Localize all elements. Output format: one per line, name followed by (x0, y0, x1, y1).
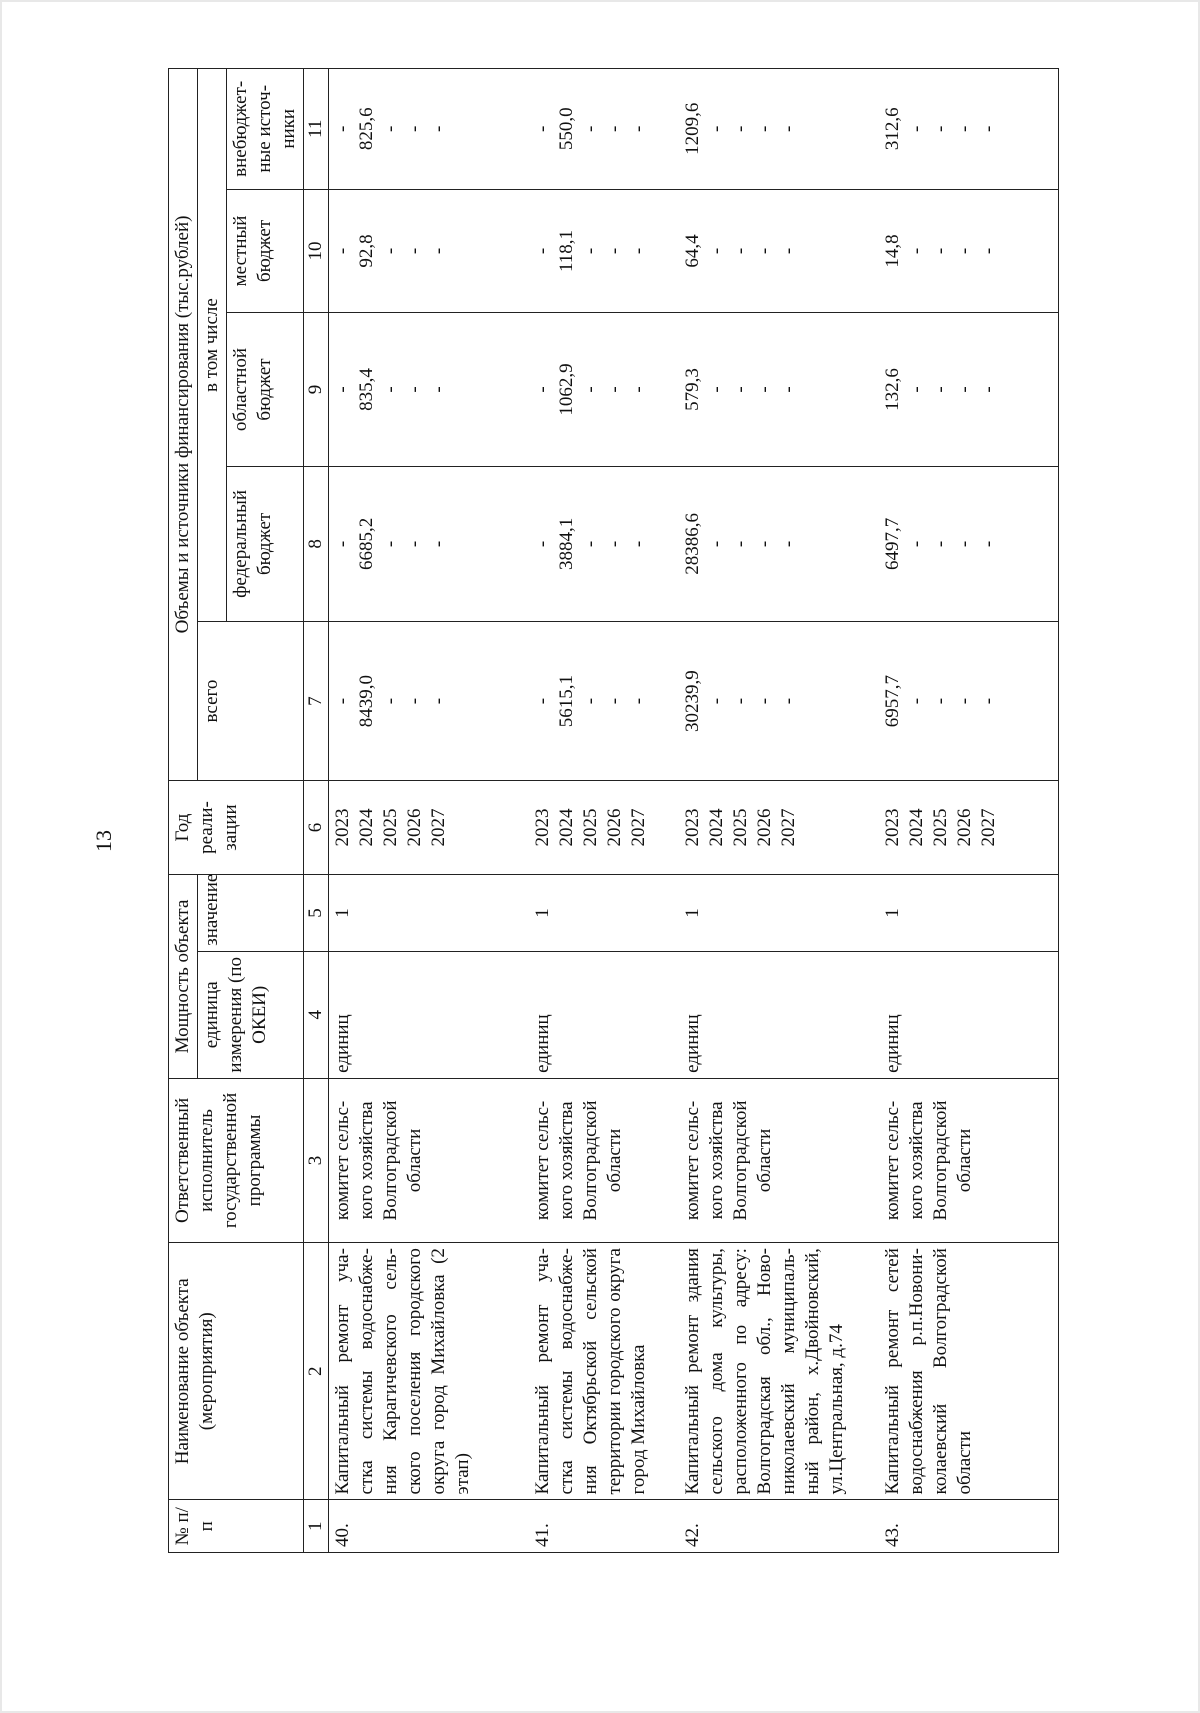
local-amount-value: 118,1 (555, 229, 577, 272)
local-amount-value: - (531, 247, 553, 255)
rotated-table-wrapper (168, 68, 1008, 1553)
total-amount (679, 622, 879, 781)
capacity-value: 1 (679, 875, 879, 952)
extra-budget-amount-value: - (929, 125, 951, 132)
col-index: 5 (304, 875, 329, 952)
table-row (329, 69, 529, 1553)
header-value: значение (198, 875, 304, 952)
local-amount-value: 92,8 (356, 234, 377, 268)
total-amount (879, 622, 1059, 781)
unit: единиц (679, 951, 879, 1078)
header-regional: областной бюджет (227, 313, 304, 466)
header-power: Мощность объекта (169, 875, 198, 1079)
local-amount-value: 64,4 (681, 234, 703, 268)
extra-budget-amount (529, 69, 679, 190)
year (529, 780, 679, 874)
financing-table (168, 68, 1059, 1553)
col-index: 9 (304, 313, 329, 466)
year (879, 780, 1059, 874)
header-finance: Объемы и источники финансирования (тыс.рублей) (169, 69, 198, 781)
capacity-value: 1 (529, 875, 679, 952)
local-amount-value: - (929, 247, 951, 255)
year-value: 2026 (404, 808, 425, 847)
total-amount-value: - (905, 697, 927, 705)
federal-amount-value: - (579, 540, 601, 548)
local-amount-value: - (905, 247, 927, 255)
federal-amount-value: - (905, 540, 927, 548)
col-index: 6 (304, 780, 329, 874)
local-amount-value: - (603, 247, 625, 255)
local-amount (879, 189, 1059, 313)
federal-amount-value: - (753, 540, 775, 548)
total-amount-value: - (404, 697, 425, 705)
table-row (529, 69, 679, 1553)
year-value: 2023 (531, 808, 553, 847)
total-amount-value: - (627, 697, 649, 705)
year-value: 2024 (905, 808, 927, 847)
local-amount-value: - (404, 247, 425, 255)
year-value: 2027 (627, 808, 649, 847)
total-amount-value: 5615,1 (555, 674, 577, 728)
unit: единиц (879, 951, 1059, 1078)
extra-budget-amount-value: - (579, 125, 601, 132)
header-including: в том числе (198, 69, 227, 622)
year-value: 2024 (356, 808, 377, 847)
local-amount-value: - (729, 247, 751, 255)
local-amount-value: - (953, 247, 975, 255)
regional-amount-value: - (905, 386, 927, 393)
regional-amount (879, 313, 1059, 466)
year-value: 2025 (729, 808, 751, 847)
year-value: 2025 (380, 808, 401, 847)
federal-amount-value: - (404, 540, 425, 548)
federal-amount-value: - (777, 540, 799, 548)
extra-budget-amount-value: 1209,6 (681, 102, 703, 155)
year-value: 2026 (603, 808, 625, 847)
extra-budget-amount-value: - (953, 125, 975, 132)
total-amount-value: - (777, 697, 799, 705)
col-index: 1 (304, 1500, 329, 1553)
extra-budget-amount-value: - (977, 125, 999, 132)
header-name: Наименование объекта (мероприятия) (169, 1243, 304, 1500)
federal-amount-value: 6497,7 (881, 517, 903, 571)
local-amount-value: 14,8 (881, 234, 903, 268)
object-name: Капитальный ремонт уча- стка системы водоснабже- ния Октябрьской сельской территории городского округа город Михайловка (529, 1243, 679, 1500)
total-amount-value: - (953, 697, 975, 705)
regional-amount-value: - (777, 386, 799, 393)
year-value: 2026 (953, 808, 975, 847)
executor: комитет сельс- кого хозяйства Волгоградской области (879, 1078, 1059, 1242)
local-amount (329, 189, 529, 313)
local-amount-value: - (977, 247, 999, 255)
total-amount-value: 6957,7 (881, 674, 903, 728)
col-index: 10 (304, 189, 329, 313)
capacity-value: 1 (329, 875, 529, 952)
regional-amount-value: - (603, 386, 625, 393)
federal-amount (329, 466, 529, 622)
local-amount (529, 189, 679, 313)
year-value: 2027 (777, 808, 799, 847)
year-value: 2026 (753, 808, 775, 847)
regional-amount-value: - (753, 386, 775, 393)
regional-amount-value: - (404, 386, 425, 393)
extra-budget-amount (329, 69, 529, 190)
year-value: 2025 (579, 808, 601, 847)
year (329, 780, 529, 874)
col-index: 7 (304, 622, 329, 781)
regional-amount-value: - (531, 386, 553, 393)
federal-amount-value: - (705, 540, 727, 548)
row-number: 41. (529, 1500, 679, 1553)
federal-amount-value: 6685,2 (356, 517, 377, 571)
local-amount-value: - (380, 247, 401, 255)
total-amount-value: - (729, 697, 751, 705)
total-amount-value: - (929, 697, 951, 705)
regional-amount-value: 1062,9 (555, 363, 577, 416)
extra-budget-amount-value: - (705, 125, 727, 132)
year (679, 780, 879, 874)
total-amount-value: 30239,9 (681, 670, 703, 732)
federal-amount-value: - (332, 540, 353, 548)
table-row (879, 69, 1059, 1553)
total-amount-value: - (332, 697, 353, 705)
total-amount-value: - (705, 697, 727, 705)
regional-amount-value: - (428, 386, 449, 393)
extra-budget-amount-value: - (531, 125, 553, 132)
federal-amount-value: - (380, 540, 401, 548)
header-total: всего (198, 622, 304, 781)
extra-budget-amount-value: - (627, 125, 649, 132)
extra-budget-amount-value: - (332, 125, 353, 132)
col-index: 4 (304, 951, 329, 1078)
extra-budget-amount (879, 69, 1059, 190)
local-amount (679, 189, 879, 313)
federal-amount-value: - (929, 540, 951, 548)
unit: единиц (529, 951, 679, 1078)
local-amount-value: - (627, 247, 649, 255)
extra-budget-amount (679, 69, 879, 190)
total-amount-value: - (977, 697, 999, 705)
row-number: 42. (679, 1500, 879, 1553)
header-year: Год реали- зации (169, 780, 304, 874)
col-index: 3 (304, 1078, 329, 1242)
total-amount-value: - (380, 697, 401, 705)
local-amount-value: - (753, 247, 775, 255)
regional-amount-value: - (705, 386, 727, 393)
federal-amount-value: - (977, 540, 999, 548)
federal-amount (529, 466, 679, 622)
regional-amount-value: 835,4 (356, 368, 377, 411)
total-amount-value: - (531, 697, 553, 705)
column-index-row (304, 69, 329, 1553)
federal-amount-value: - (428, 540, 449, 548)
unit: единиц (329, 951, 529, 1078)
regional-amount-value: - (729, 386, 751, 393)
total-amount-value: - (603, 697, 625, 705)
extra-budget-amount-value: 825,6 (356, 107, 377, 151)
regional-amount-value: - (953, 386, 975, 393)
local-amount-value: - (428, 247, 449, 255)
extra-budget-amount-value: - (905, 125, 927, 132)
local-amount-value: - (705, 247, 727, 255)
regional-amount-value: - (380, 386, 401, 393)
regional-amount (529, 313, 679, 466)
extra-budget-amount-value: - (404, 125, 425, 132)
total-amount-value: - (428, 697, 449, 705)
year-value: 2023 (881, 808, 903, 847)
executor: комитет сельс- кого хозяйства Волгоградской области (679, 1078, 879, 1242)
federal-amount-value: - (953, 540, 975, 548)
federal-amount-value: - (531, 540, 553, 548)
capacity-value: 1 (879, 875, 1059, 952)
year-value: 2027 (428, 808, 449, 847)
year-value: 2024 (555, 808, 577, 847)
local-amount-value: - (579, 247, 601, 255)
total-amount-value: - (753, 697, 775, 705)
regional-amount-value: 132,6 (881, 368, 903, 411)
extra-budget-amount-value: 312,6 (881, 107, 903, 151)
regional-amount-value: - (977, 386, 999, 393)
object-name: Капитальный ремонт здания сельского дома культуры, расположенного по адресу: Волгоградская обл., Ново- николаевский муниципаль- ный район, х.Двойновский, ул.Центральная, д.74 (679, 1243, 879, 1500)
executor: комитет сельс- кого хозяйства Волгоградской области (329, 1078, 529, 1242)
total-amount (529, 622, 679, 781)
local-amount-value: - (332, 247, 353, 255)
object-name: Капитальный ремонт уча- стка системы водоснабже- ния Карагичевского сель- ского поселения городского округа город Михайловка (2 этап) (329, 1243, 529, 1500)
extra-budget-amount-value: - (428, 125, 449, 132)
extra-budget-amount-value: - (603, 125, 625, 132)
regional-amount-value: - (929, 386, 951, 393)
federal-amount-value: - (627, 540, 649, 548)
year-value: 2025 (929, 808, 951, 847)
total-amount-value: 8439,0 (356, 674, 377, 728)
year-value: 2023 (332, 808, 353, 847)
year-value: 2027 (977, 808, 999, 847)
regional-amount (679, 313, 879, 466)
federal-amount (879, 466, 1059, 622)
federal-amount-value: 28386,6 (681, 513, 703, 575)
regional-amount-value: - (579, 386, 601, 393)
header-federal: федеральный бюджет (227, 466, 304, 622)
header-row-1 (169, 69, 198, 1553)
col-index: 8 (304, 466, 329, 622)
object-name: Капитальный ремонт сетей водоснабжения р.п.Новони- колаевский Волгоградской области (879, 1243, 1059, 1500)
header-executor: Ответственный исполнитель государственной программы (169, 1078, 304, 1242)
federal-amount-value: - (603, 540, 625, 548)
table-body (329, 69, 1059, 1553)
header-extra: внебюджет- ные источ- ники (227, 69, 304, 190)
federal-amount (679, 466, 879, 622)
total-amount-value: - (579, 697, 601, 705)
row-number: 43. (879, 1500, 1059, 1553)
executor: комитет сельс- кого хозяйства Волгоградской области (529, 1078, 679, 1242)
row-number: 40. (329, 1500, 529, 1553)
regional-amount-value: - (332, 386, 353, 393)
header-num: № п/п (169, 1500, 304, 1553)
page-number: 13 (91, 830, 116, 852)
extra-budget-amount-value: - (380, 125, 401, 132)
extra-budget-amount-value: - (777, 125, 799, 132)
regional-amount-value: 579,3 (681, 368, 703, 411)
federal-amount-value: - (729, 540, 751, 548)
table-row (679, 69, 879, 1553)
col-index: 2 (304, 1243, 329, 1500)
col-index: 11 (304, 69, 329, 190)
extra-budget-amount-value: - (729, 125, 751, 132)
header-local: местный бюджет (227, 189, 304, 313)
year-value: 2024 (705, 808, 727, 847)
year-value: 2023 (681, 808, 703, 847)
extra-budget-amount-value: 550,0 (555, 107, 577, 151)
header-unit: единица измерения (по ОКЕИ) (198, 951, 304, 1078)
regional-amount (329, 313, 529, 466)
federal-amount-value: 3884,1 (555, 517, 577, 571)
local-amount-value: - (777, 247, 799, 255)
extra-budget-amount-value: - (753, 125, 775, 132)
regional-amount-value: - (627, 386, 649, 393)
total-amount (329, 622, 529, 781)
